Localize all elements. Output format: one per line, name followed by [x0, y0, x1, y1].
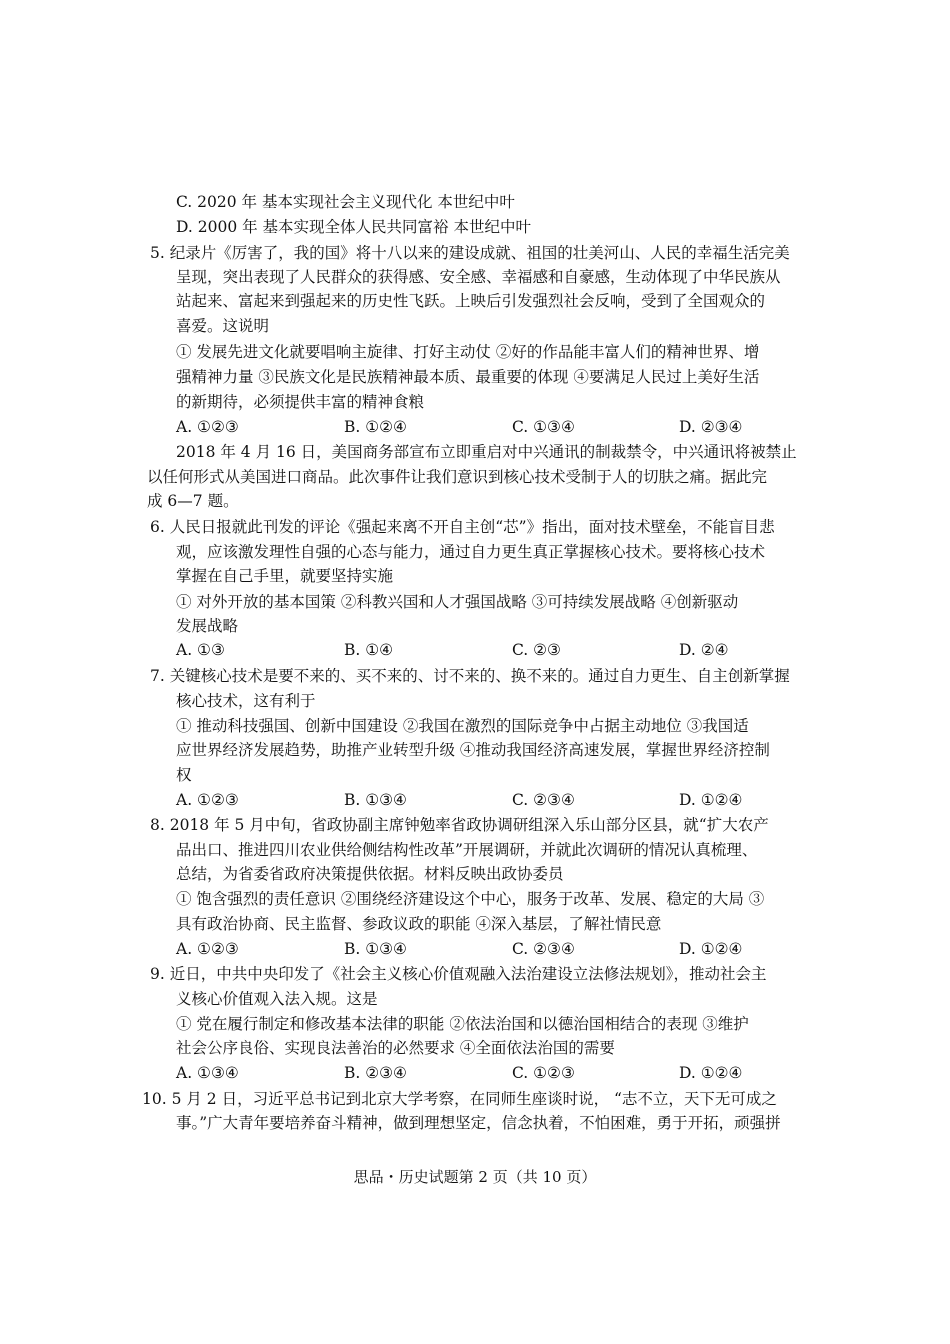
q10-stem-line: 10. 5 月 2 日，习近平总书记到北京大学考察，在同师生座谈时说， “志不立，天下无可成之	[142, 1090, 777, 1108]
option-d: D. ①②④	[679, 791, 743, 809]
q9-options	[176, 1061, 776, 1085]
option-d: D. ①②④	[679, 1064, 743, 1082]
q8-stem-line: 总结，为省委省政府决策提供依据。材料反映出政协委员	[176, 865, 564, 883]
q5-item-line: ① 发展先进文化就要唱响主旋律、打好主动仗 ②好的作品能丰富人们的精神世界、增	[176, 343, 760, 361]
q5-stem-line: 站起来、富起来到强起来的历史性飞跃。上映后引发强烈社会反响，受到了全国观众的	[176, 292, 766, 310]
material-line: 以任何形式从美国进口商品。此次事件让我们意识到核心技术受制于人的切肤之痛。据此完	[147, 468, 768, 486]
option-b: B. ①③④	[344, 940, 407, 958]
q7-item-line: 应世界经济发展趋势，助推产业转型升级 ④推动我国经济高速发展，掌握世界经济控制	[176, 741, 770, 759]
q6-item-line: ① 对外开放的基本国策 ②科教兴国和人才强国战略 ③可持续发展战略 ④创新驱动	[176, 593, 739, 611]
q5-stem-line: 5. 纪录片《厉害了，我的国》将十八以来的建设成就、祖国的壮美河山、人民的幸福生活完美	[150, 244, 790, 262]
q7-stem-line: 核心技术，这有利于	[176, 692, 316, 710]
q5-stem-line: 呈现，突出表现了人民群众的获得感、安全感、幸福感和自豪感，生动体现了中华民族从	[176, 268, 781, 286]
q5-item-line: 强精神力量 ③民族文化是民族精神最本质、最重要的体现 ④要满足人民过上美好生活	[176, 368, 760, 386]
q7-options	[176, 788, 776, 812]
q10-stem-line: 事。”广大青年要培养奋斗精神，做到理想坚定，信念执着，不怕困难，勇于开拓，顽强拼	[176, 1114, 781, 1132]
material-line: 成 6—7 题。	[147, 492, 239, 510]
q9-item-line: ① 党在履行制定和修改基本法律的职能 ②依法治国和以德治国相结合的表现 ③维护	[176, 1015, 749, 1033]
q7-item-line: ① 推动科技强国、创新中国建设 ②我国在激烈的国际竞争中占据主动地位 ③我国适	[176, 717, 749, 735]
option-b: B. ②③④	[344, 1064, 407, 1082]
option-d-line: D. 2000 年 基本实现全体人民共同富裕 本世纪中叶	[176, 218, 531, 236]
option-a: A. ①②③	[176, 940, 239, 958]
q8-item-line: ① 饱含强烈的责任意识 ②围绕经济建设这个中心，服务于改革、发展、稳定的大局 ③	[176, 890, 765, 908]
q7-stem-line: 7. 关键核心技术是要不来的、买不来的、讨不来的、换不来的。通过自力更生、自主创新掌握	[150, 667, 790, 685]
option-c: C. ①②③	[512, 1064, 575, 1082]
q8-item-line: 具有政治协商、民主监督、参政议政的职能 ④深入基层，了解社情民意	[176, 915, 662, 933]
q8-stem-line: 8. 2018 年 5 月中旬，省政协副主席钟勉率省政协调研组深入乐山部分区县，就“扩大农产	[150, 816, 769, 834]
q9-stem-line: 义核心价值观入法入规。这是	[176, 990, 378, 1008]
q8-options	[176, 937, 776, 961]
q9-item-line: 社会公序良俗、实现良法善治的必然要求 ④全面依法治国的需要	[176, 1039, 615, 1057]
option-b: B. ①②④	[344, 418, 407, 436]
option-b: B. ①④	[344, 641, 394, 659]
q5-stem-line: 喜爱。这说明	[176, 317, 270, 335]
q6-stem-line: 6. 人民日报就此刊发的评论《强起来离不开自主创“芯”》指出，面对技术壁垒，不能盲目悲	[150, 518, 775, 536]
q5-item-line: 的新期待，必须提供丰富的精神食粮	[176, 393, 425, 411]
option-a: A. ①③④	[176, 1064, 239, 1082]
q7-item-line: 权	[176, 766, 192, 784]
q8-stem-line: 品出口、推进四川农业供给侧结构性改革”开展调研，并就此次调研的情况认真梳理、	[176, 841, 758, 859]
q5-options	[176, 415, 776, 439]
q9-stem-line: 9. 近日，中共中央印发了《社会主义核心价值观融入法治建设立法修法规划》，推动社会主	[150, 965, 767, 983]
option-c: C. ②③④	[512, 791, 575, 809]
material-line: 2018 年 4 月 16 日，美国商务部宣布立即重启对中兴通讯的制裁禁令，中兴通讯将被禁止	[176, 443, 797, 461]
option-d: D. ①②④	[679, 940, 743, 958]
option-c: C. ①③④	[512, 418, 575, 436]
q6-stem-line: 观，应该激发理性自强的心态与能力，通过自力更生真正掌握核心技术。要将核心技术	[176, 543, 766, 561]
page-footer: 思品・历史试题第 2 页（共 10 页）	[353, 1168, 597, 1186]
option-c: C. ②③	[512, 641, 561, 659]
option-c-line: C. 2020 年 基本实现社会主义现代化 本世纪中叶	[176, 193, 515, 211]
option-c: C. ②③④	[512, 940, 575, 958]
q6-stem-line: 掌握在自己手里，就要坚持实施	[176, 567, 394, 585]
option-d: D. ②③④	[679, 418, 743, 436]
option-a: A. ①②③	[176, 791, 239, 809]
q6-item-line: 发展战略	[176, 617, 239, 635]
option-a: A. ①②③	[176, 418, 239, 436]
option-d: D. ②④	[679, 641, 729, 659]
option-a: A. ①③	[176, 641, 225, 659]
option-b: B. ①③④	[344, 791, 407, 809]
q6-options	[176, 638, 776, 662]
